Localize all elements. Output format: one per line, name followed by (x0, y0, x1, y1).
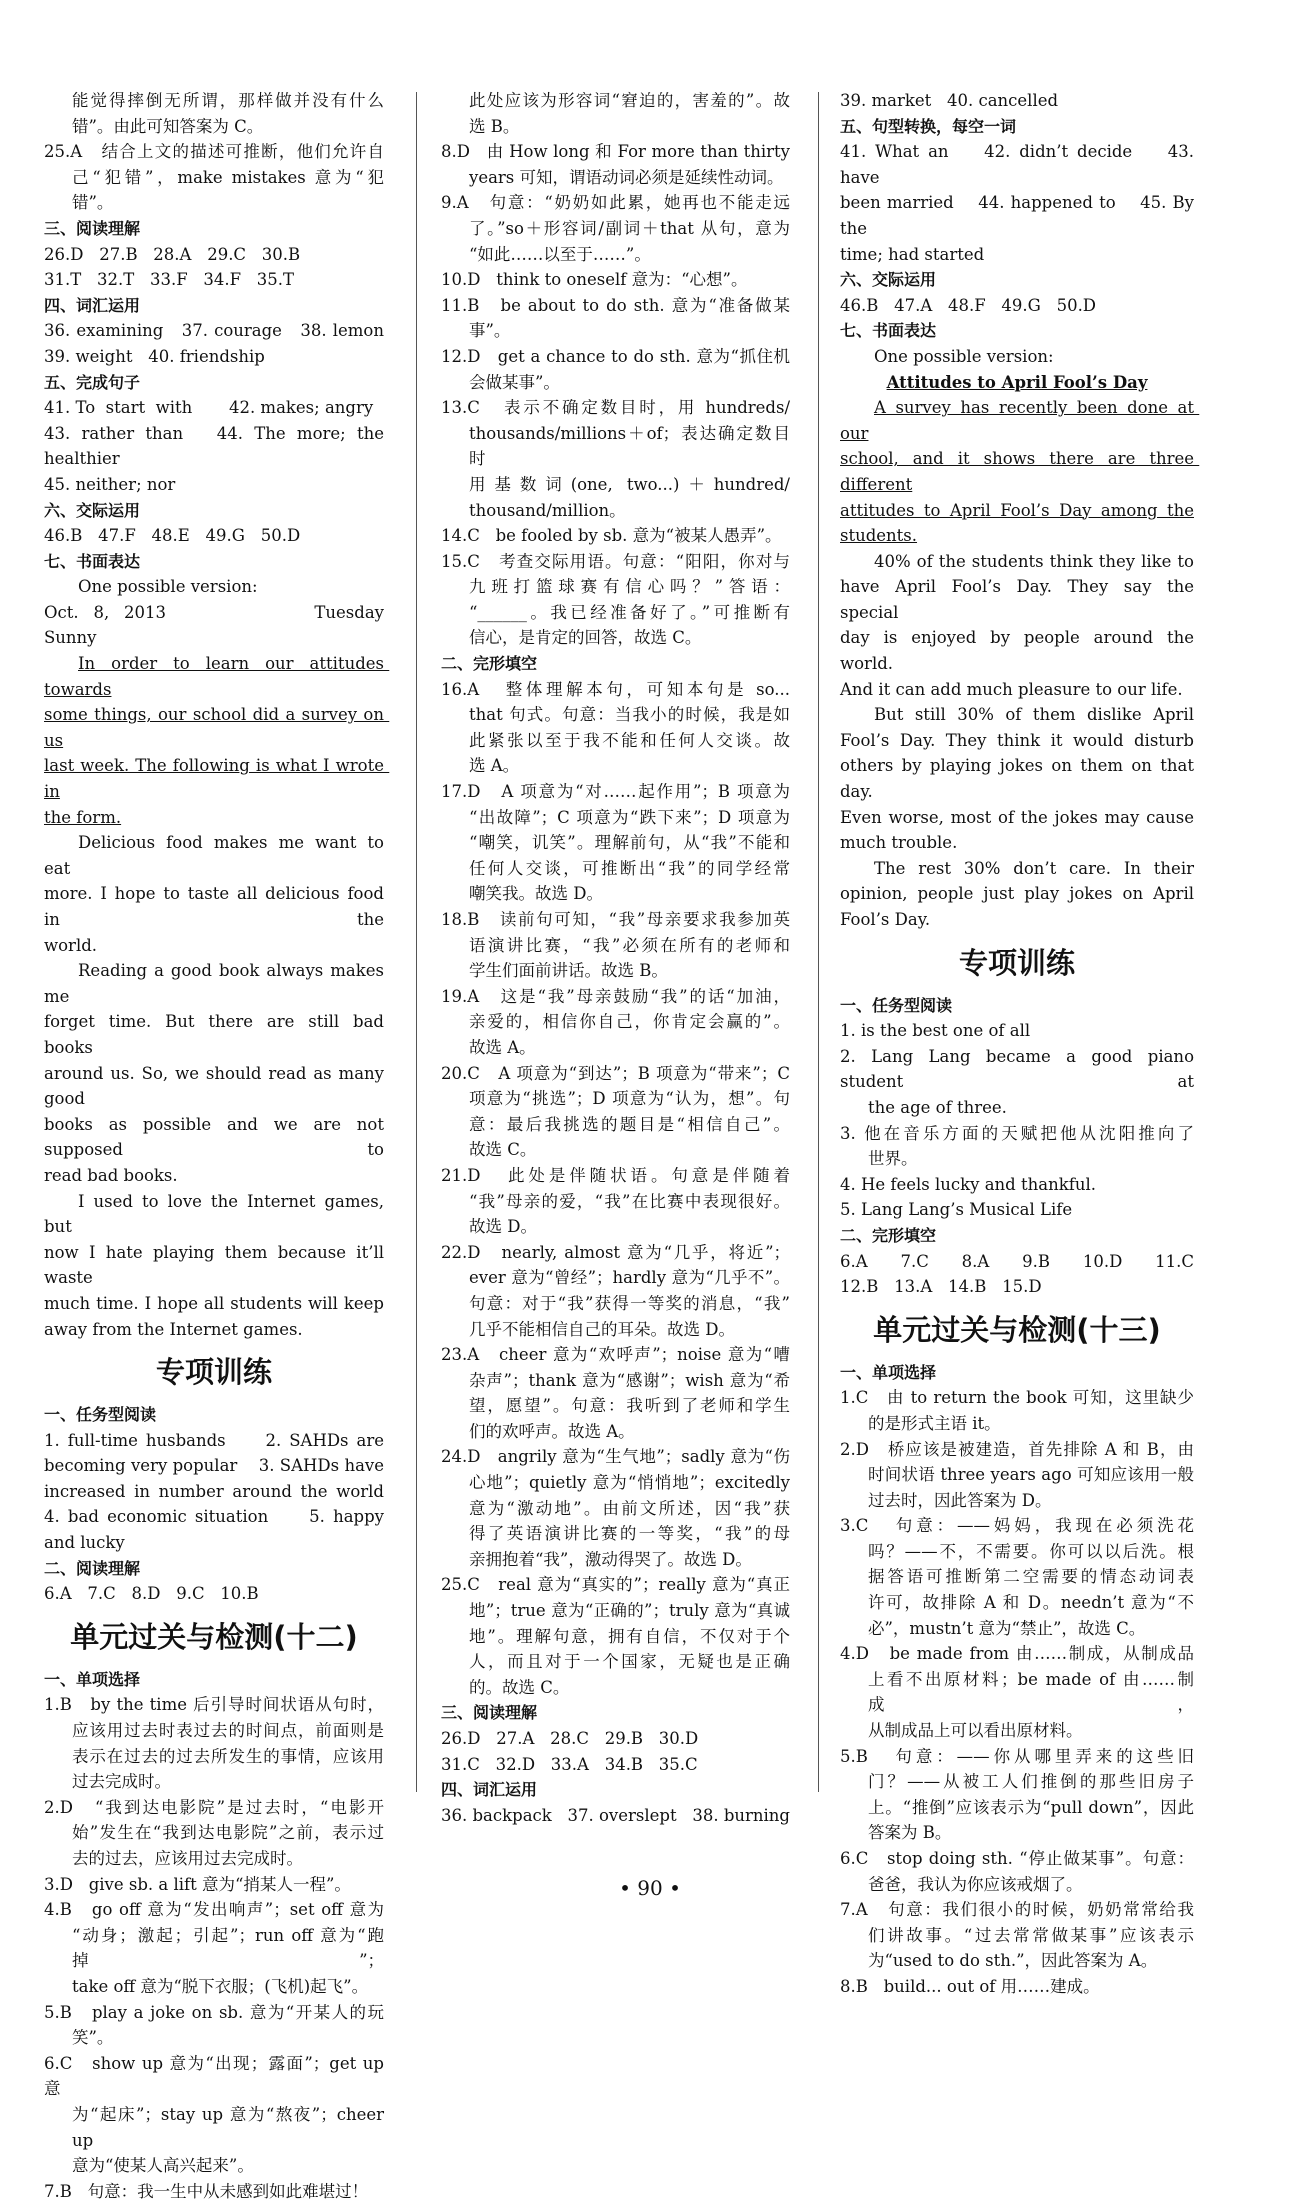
text-line: 9.A 句意：“奶奶如此累，她再也不能走远 (441, 193, 790, 213)
text-line: 4.B go off 意为“发出响声”；set off 意为 (44, 1900, 384, 1920)
text-line: 项意为“挑选”；D 项意为“认为，想”。句 (469, 1089, 790, 1109)
text-line: 们讲故事。“过去常常做某事”应该表示 (868, 1925, 1194, 1945)
text-line: read bad books. (44, 1165, 178, 1185)
section-heading: 二、完形填空 (840, 1225, 937, 1245)
text-line: attitudes to April Fool’s Day among the (840, 500, 1194, 520)
text-line: 19.A 这是“我”母亲鼓励“我”的话“加油， (441, 986, 790, 1006)
text-line: 39. weight 40. friendship (44, 346, 265, 366)
text-line: 10.D think to oneself 意为：“心想”。 (441, 270, 748, 290)
text-line: 用基数词(one, two...)＋hundred/ (469, 474, 790, 494)
text-line: 5. Lang Lang’s Musical Life (840, 1200, 1073, 1220)
text-line: ever 意为“曾经”；hardly 意为“几乎不”。 (469, 1268, 790, 1288)
text-line: 故选 D。 (469, 1217, 537, 1237)
text-line: much time. I hope all students will keep (44, 1293, 384, 1313)
text-line: 23.A cheer 意为“欢呼声”；noise 意为“嘈 (441, 1345, 790, 1365)
text-line: 2. Lang Lang became a good piano student at (840, 1046, 1200, 1092)
text-line: 26.D 27.A 28.C 29.B 30.D (441, 1729, 699, 1748)
text-line: 故选 A。 (469, 1037, 536, 1057)
text-line: One possible version: (78, 577, 258, 597)
section-heading: 四、词汇运用 (44, 295, 141, 315)
text-line: 3. 他在音乐方面的天赋把他从沈阳推向了 (840, 1123, 1194, 1143)
section-heading: 二、完形填空 (441, 654, 538, 674)
text-line: “动身；激起；引起”；run off 意为“跑掉”； (72, 1925, 384, 1971)
text-line: that 句式。句意：当我小的时候，我是如 (469, 705, 790, 725)
text-line: 始”发生在“我到达电影院”之前，表示过 (72, 1823, 384, 1843)
text-line: 应该用过去时表过去的时间点，前面则是 (72, 1721, 384, 1741)
text-line: 6.A 7.C 8.A 9.B 10.D 11.C (840, 1251, 1194, 1271)
text-line: 地”；true 意为“正确的”；truly 意为“真诚 (469, 1601, 790, 1621)
text-line: 13.C 表示不确定数目时，用 hundreds/ (441, 398, 790, 418)
text-line: 1.B by the time 后引导时间状语从句时， (44, 1695, 384, 1715)
text-line: thousands/millions＋of；表达确定数目时 (469, 423, 790, 469)
text-line: 门？——从被工人们推倒的那些旧房子 (868, 1772, 1194, 1792)
section-title: 专项训练 (958, 945, 1075, 980)
text-line: world. (44, 935, 98, 955)
text-line: 嘲笑我。故选 D。 (469, 884, 603, 904)
text-line: 17.D A 项意为“对……起作用”；B 项意为 (441, 782, 790, 802)
text-line: some things, our school did a survey on us (44, 705, 390, 750)
text-line: 14.C be fooled by sb. 意为“被某人愚弄”。 (441, 526, 782, 546)
text-line: 18.B 读前句可知，“我”母亲要求我参加英 (441, 910, 790, 929)
text-line: much trouble. (840, 833, 958, 853)
text-line: And it can add much pleasure to our life. (840, 679, 1183, 699)
text-line: 16.A 整体理解本句，可知本句是 so... (441, 679, 790, 699)
text-line: 亲拥抱着“我”，激动得哭了。故选 D。 (469, 1549, 752, 1569)
text-line: 过去完成时。 (72, 1772, 171, 1792)
text-line: students. (840, 526, 918, 546)
text-line: Oct. 8, 2013 Tuesday Sunny (44, 602, 489, 648)
text-line: take off 意为“脱下衣服；(飞机)起飞”。 (72, 1976, 369, 1996)
text-line: 46.B 47.F 48.E 49.G 50.D (44, 526, 301, 546)
text-line: away from the Internet games. (44, 1319, 303, 1339)
text-line: becoming very popular 3. SAHDs have (44, 1456, 384, 1476)
text-line: 意为“使某人高兴起来”。 (72, 2156, 254, 2176)
text-line: 选 B。 (469, 116, 520, 136)
text-line: 意：最后我挑选的题目是“相信自己”。 (469, 1114, 790, 1134)
text-line: 会做某事”。 (469, 372, 560, 392)
text-line: last week. The following is what I wrote in (44, 756, 390, 802)
text-line: 为“起床”；stay up 意为“熬夜”；cheer up (72, 2104, 390, 2150)
text-line: 己“犯错”，make mistakes 意为“犯错”。 (72, 167, 384, 213)
text-line: and lucky (44, 1533, 125, 1553)
text-line: 8.B build... out of 用……建成。 (840, 1976, 1100, 1996)
text-line: 25.A 结合上文的描述可推断，他们允许自 (44, 142, 384, 162)
text-line: 过去时，因此答案为 D。 (868, 1490, 1052, 1510)
text-line: In order to learn our attitudes towards (44, 654, 390, 699)
text-line: 能觉得摔倒无所谓，那样做并没有什么 (72, 91, 384, 110)
column-right (840, 88, 1200, 2000)
text-line: 们的欢呼声。故选 A。 (469, 1421, 635, 1441)
text-line: 7.B 句意：我一生中从未感到如此难堪过！ (44, 2181, 369, 2201)
text-line: 选 A。 (469, 756, 520, 776)
text-line: 的。故选 C。 (469, 1677, 570, 1697)
text-line: 表示在过去的过去所发生的事情，应该用 (72, 1746, 384, 1766)
section-heading: 六、交际运用 (840, 270, 937, 290)
text-line: 信心，是肯定的回答，故选 C。 (469, 628, 702, 648)
text-line: 语演讲比赛，“我”必须在所有的老师和 (469, 935, 790, 955)
text-line: others by playing jokes on them on that day. (840, 756, 1200, 802)
text-line: 去的过去，应该用过去完成时。 (72, 1849, 303, 1868)
text-line: 11.B be about to do sth. 意为“准备做某 (441, 295, 790, 315)
text-line: 上看不出原材料；be made of 由……制成， (868, 1669, 1194, 1715)
text-line: books as possible and we are not supposed to (44, 1114, 390, 1160)
text-line: 4. bad economic situation 5. happy (44, 1507, 384, 1527)
text-line: the form. (44, 807, 122, 827)
text-line: 心地”；quietly 意为“悄悄地”；excitedly (469, 1473, 790, 1493)
text-line: 6.A 7.C 8.D 9.C 10.B (44, 1584, 259, 1604)
text-line: 40% of the students think they like to (874, 551, 1194, 571)
text-line: 杂声”；thank 意为“感谢”；wish 意为“希 (469, 1370, 790, 1390)
text-line: 31.T 32.T 33.F 34.F 35.T (44, 270, 295, 290)
text-line: around us. So, we should read as many good (44, 1063, 390, 1109)
text-line: 5.B 句意：——你从哪里弄来的这些旧 (840, 1746, 1194, 1766)
text-line: increased in number around the world (44, 1481, 384, 1501)
text-line: Even worse, most of the jokes may cause (840, 807, 1194, 827)
text-line: school, and it shows there are three different (840, 449, 1200, 494)
text-line: 为“used to do sth.”，因此答案为 A。 (868, 1951, 1158, 1971)
text-line: Fool’s Day. They think it would disturb (840, 730, 1194, 750)
text-line: 地”。理解句意，拥有自信，不仅对于个 (469, 1626, 790, 1646)
text-line: “______。我已经准备好了。”可推断有 (469, 602, 790, 622)
text-line: 3.C 句意：——妈妈，我现在必须洗花 (840, 1516, 1194, 1536)
text-line: 吗？——不，不需要。你可以以后洗。根 (868, 1541, 1194, 1561)
text-line: “如此……以至于……”。 (469, 244, 651, 264)
text-line: 许可，故排除 A 和 D。needn’t 意为“不 (868, 1593, 1194, 1613)
section-title: 单元过关与检测(十三) (873, 1312, 1161, 1347)
text-line: 人，而且对于一个国家，无疑也是正确 (469, 1652, 790, 1672)
text-line: day is enjoyed by people around the world. (840, 628, 1200, 674)
text-line: 36. examining 37. courage 38. lemon (44, 321, 384, 341)
text-line: 7.A 句意：我们很小的时候，奶奶常常给我 (840, 1900, 1194, 1920)
text-line: 1. is the best one of all (840, 1021, 1031, 1041)
text-line: more. I hope to taste all delicious food in the (44, 884, 390, 929)
text-line: 12.D get a chance to do sth. 意为“抓住机 (441, 346, 790, 366)
text-line: 此紧张以至于我不能和任何人交谈。故 (469, 730, 790, 750)
text-line: The rest 30% don’t care. In their (874, 858, 1194, 878)
text-line: 6.C stop doing sth. “停止做某事”。句意： (840, 1849, 1194, 1868)
text-line: 41. To start with 42. makes; angry (44, 398, 374, 418)
text-line: 学生们面前讲话。故选 B。 (469, 961, 668, 981)
text-line: Delicious food makes me want to eat (44, 833, 390, 878)
text-line: 2.D “我到达电影院”是过去时，“电影开 (44, 1797, 384, 1817)
text-line: 3.D give sb. a lift 意为“捎某人一程”。 (44, 1874, 351, 1894)
text-line: 36. backpack 37. overslept 38. burning (441, 1805, 790, 1825)
text-line: 据答语可推断第二空需要的情态动词表 (868, 1567, 1194, 1587)
text-line: 九班打篮球赛有信心吗？”答语： (469, 577, 790, 597)
text-line: 时间状语 three years ago 可知应该用一般 (868, 1465, 1194, 1485)
text-line: 答案为 B。 (868, 1823, 952, 1843)
text-line: 8.D 由 How long 和 For more than thirty (441, 142, 790, 162)
text-line: 的是形式主语 it。 (868, 1413, 1001, 1433)
section-heading: 五、句型转换，每空一词 (840, 116, 1017, 136)
text-line: 望，愿望”。句意：我听到了老师和学生 (469, 1396, 790, 1416)
text-line: 1.C 由 to return the book 可知，这里缺少 (840, 1388, 1194, 1408)
text-line: 22.D nearly, almost 意为“几乎，将近”； (441, 1242, 790, 1262)
section-heading: 一、任务型阅读 (44, 1405, 157, 1425)
text-line: But still 30% of them dislike April (874, 705, 1194, 725)
text-line: Reading a good book always makes me (44, 961, 390, 1006)
text-line: 了。”so＋形容词/副词＋that 从句，意为 (469, 218, 790, 238)
text-line: thousand/million。 (469, 500, 626, 520)
text-line: 2.D 桥应该是被建造，首先排除 A 和 B，由 (840, 1439, 1194, 1459)
text-line: time; had started (840, 244, 985, 264)
page-number: • 90 • (619, 1876, 681, 1900)
text-line: 任何人交谈，可推断出“我”的同学经常 (469, 858, 790, 878)
text-line: One possible version: (874, 346, 1054, 366)
text-line: been married 44. happened to 45. By the (840, 193, 1200, 238)
text-line: 几乎不能相信自己的耳朵。故选 D。 (469, 1319, 735, 1339)
text-line: years 可知，谓语动词必须是延续性动词。 (469, 167, 784, 187)
text-line: 故选 C。 (469, 1140, 537, 1160)
text-line: 43. rather than 44. The more; the healthier (44, 423, 390, 469)
section-heading: 二、阅读理解 (44, 1558, 141, 1578)
text-line: 12.B 13.A 14.B 15.D (840, 1277, 1042, 1297)
text-line: 6.C show up 意为“出现；露面”；get up 意 (44, 2053, 390, 2099)
text-line: 世界。 (868, 1149, 918, 1169)
text-line: 1. full-time husbands 2. SAHDs are (44, 1430, 384, 1450)
column-middle (441, 88, 790, 1828)
section-heading: 一、单项选择 (840, 1362, 937, 1382)
text-line: “出故障”；C 项意为“跌下来”；D 项意为 (469, 807, 790, 827)
section-heading: 七、书面表达 (44, 551, 141, 571)
section-heading: 一、单项选择 (44, 1669, 141, 1689)
text-line: 得了英语演讲比赛的一等奖，“我”的母 (469, 1524, 790, 1544)
text-line: 15.C 考查交际用语。句意：“阳阳，你对与 (441, 551, 790, 571)
column-divider-1 (416, 92, 417, 1792)
text-line: 必”，mustn’t 意为“禁止”，故选 C。 (868, 1618, 1146, 1638)
text-line: 24.D angrily 意为“生气地”；sadly 意为“伤 (441, 1447, 790, 1467)
text-line: Fool’s Day. (840, 910, 931, 929)
text-line: 31.C 32.D 33.A 34.B 35.C (441, 1754, 698, 1774)
text-line: now I hate playing them because it’ll waste (44, 1242, 390, 1288)
text-line: 上。“推倒”应该表示为“pull down”，因此 (868, 1797, 1194, 1817)
text-line: 46.B 47.A 48.F 49.G 50.D (840, 295, 1097, 315)
text-line: 此处应该为形容词“窘迫的，害羞的”。故 (469, 91, 790, 110)
text-line: 45. neither; nor (44, 474, 176, 494)
text-line: 句意：对于“我”获得一等奖的消息，“我” (469, 1293, 790, 1313)
section-title: 专项训练 (155, 1355, 272, 1390)
text-line: 39. market 40. cancelled (840, 91, 1059, 110)
text-line: 4. He feels lucky and thankful. (840, 1174, 1096, 1194)
text-line: 26.D 27.B 28.A 29.C 30.B (44, 244, 301, 264)
text-line: 事”。 (469, 321, 511, 341)
text-line: 41. What an 42. didn’t decide 43. have (840, 142, 1200, 187)
text-line: Attitudes to April Fool’s Day (886, 372, 1148, 392)
text-line: I used to love the Internet games, but (44, 1191, 390, 1237)
text-line: 21.D 此处是伴随状语。句意是伴随着 (441, 1165, 790, 1185)
text-line: A survey has recently been done at our (840, 398, 1200, 443)
text-line: have April Fool’s Day. They say the special (840, 577, 1200, 622)
column-divider-2 (818, 92, 819, 1792)
section-heading: 四、词汇运用 (441, 1780, 538, 1800)
text-line: 笑”。 (72, 2028, 114, 2048)
text-line: the age of three. (868, 1097, 1007, 1117)
text-line: 错”。由此可知答案为 C。 (72, 116, 264, 136)
text-line: “嘲笑，讥笑”。理解前句，从“我”不能和 (469, 833, 790, 853)
text-line: 4.D be made from 由……制成，从制成品 (840, 1644, 1194, 1664)
section-title: 单元过关与检测(十二) (70, 1619, 358, 1654)
text-line: 意为“激动地”。由前文所述，因“我”获 (469, 1498, 790, 1518)
text-line: 5.B play a joke on sb. 意为“开某人的玩 (44, 2002, 384, 2022)
section-heading: 一、任务型阅读 (840, 995, 953, 1015)
text-line: opinion, people just play jokes on April (840, 884, 1194, 904)
text-line: 20.C A 项意为“到达”；B 项意为“带来”；C (441, 1063, 790, 1083)
text-line: 从制成品上可以看出原材料。 (868, 1721, 1083, 1741)
section-heading: 三、阅读理解 (441, 1703, 538, 1723)
section-heading: 六、交际运用 (44, 500, 141, 520)
section-heading: 三、阅读理解 (44, 218, 141, 238)
text-line: “我”母亲的爱，“我”在比赛中表现很好。 (469, 1191, 790, 1211)
text-line: 亲爱的，相信你自己，你肯定会赢的”。 (469, 1012, 790, 1032)
text-line: 25.C real 意为“真实的”；really 意为“真正 (441, 1575, 790, 1595)
text-line: forget time. But there are still bad books (44, 1012, 390, 1057)
text-line: 爸爸，我认为你应该戒烟了。 (868, 1874, 1083, 1894)
section-heading: 七、书面表达 (840, 321, 937, 341)
section-heading: 五、完成句子 (44, 372, 141, 392)
